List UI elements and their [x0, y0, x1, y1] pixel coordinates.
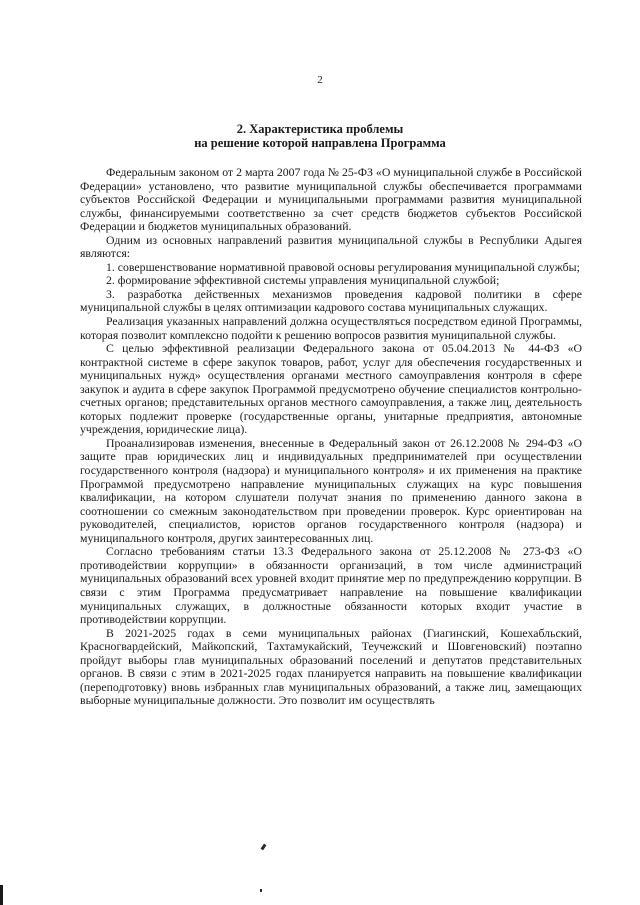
paragraph-main-directions: Одним из основных направлений развития муниципальной службы в Республики Адыгея являются:	[80, 232, 582, 261]
paragraph-294fz: Проанализировав изменения, внесенные в Федеральный закон от 26.12.2008 № 294-ФЗ «О защите прав юридических лиц и индивидуальных предпринимателей при осуществлении государственного контроля (надзора) и муниципального контроля» и их применения на практике Программой предусмотрено направление муниципальных служащих на курс повышения квалификации, на котором слушатели получат знания по применению данного закона в соотношении со смежным законодательством при проведении проверок. Курс ориентирован на руководителей, специалистов, юристов органов государственного контроля (надзора) и муниципального контроля, других заинтересованных лиц.	[80, 435, 582, 545]
page-number: 2	[317, 74, 323, 86]
scan-speck	[261, 844, 267, 851]
document-body	[80, 166, 582, 708]
list-item-3: 3. разработка действенных механизмов проведения кадровой политики в сфере муниципальной службы в целях оптимизации кадрового состава муниципальных служащих.	[80, 286, 582, 315]
paragraph-federal-law-25fz: Федеральным законом от 2 марта 2007 года № 25-ФЗ «О муниципальной службе в Российской Федерации» установлено, что развитие муниципальной службы обеспечивается программами субъектов Российской Федерации и муниципальными программами развития муниципальной службы, финансируемыми соответственно за счет средств бюджетов субъектов Российской Федерации и бюджетов муниципальных образований.	[80, 165, 582, 234]
paragraph-implementation: Реализация указанных направлений должна осуществляться посредством единой Программы, которая позволит комплексно подойти к решению вопросов развития муниципальной службы.	[80, 314, 582, 342]
section-heading-line-1: 2. Характеристика проблемы	[236, 122, 404, 136]
scan-edge-mark	[0, 885, 3, 905]
paragraph-elections-2021-2025: В 2021-2025 годах в семи муниципальных районах (Гиагинский, Кошехабльский, Красногвардейский, Майкопский, Тахтамукайский, Теучежский и Шовгеновский) поэтапно пройдут выборы глав муниципальных образований поселений и депутатов представительных органов. В связи с этим в 2021-2025 годах планируется направить на повышение квалификации (переподготовку) вновь избранных глав муниципальных образований, а также лиц, замещающих выборные муниципальные должности. Это позволит им осуществлять	[80, 625, 582, 708]
section-heading	[0, 122, 640, 150]
list-item-2: 2. формирование эффективной системы управления муниципальной службой;	[106, 273, 500, 288]
paragraph-44fz: С целью эффективной реализации Федерального закона от 05.04.2013 № 44-ФЗ «О контрактной системе в сфере закупок товаров, работ, услуг для обеспечения государственных и муниципальных нужд» осуществления органами местного самоуправления контроля в сфере закупок и аудита в сфере закупок Программой предусмотрено обучение специалистов контрольно-счетных органов; представительных органов местного самоуправления, а также лиц, деятельность которых подлежит проверке (государственные органы, унитарные предприятия, автономные учреждения, юридические лица).	[80, 341, 582, 437]
scan-speck	[260, 889, 262, 892]
paragraph-273fz: Согласно требованиям статьи 13.3 Федерального закона от 25.12.2008 № 273-ФЗ «О противодействии коррупции» в обязанности организаций, в том числе администраций муниципальных образований всех уровней входит принятие мер по предупреждению коррупции. В связи с этим Программа предусматривает направление на повышение квалификации муниципальных служащих, в должностные обязанности которых входит участие в противодействии коррупции.	[80, 544, 582, 627]
section-heading-line-2: на решение которой направлена Программа	[194, 136, 446, 150]
list-item-1: 1. совершенствование нормативной правовой основы регулирования муниципальной службы;	[106, 259, 580, 274]
